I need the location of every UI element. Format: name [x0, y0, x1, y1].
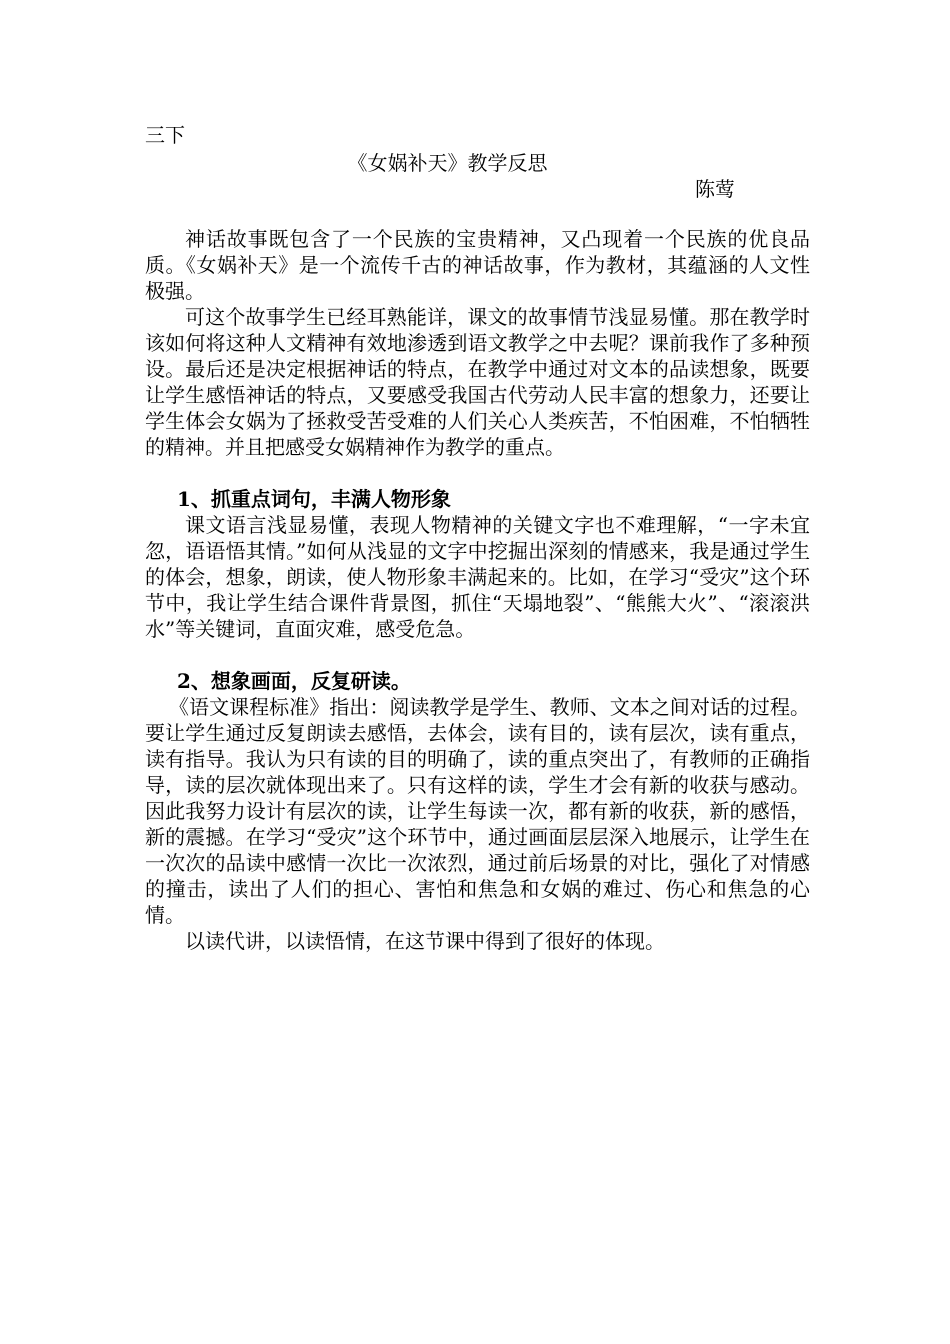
spacer	[145, 204, 810, 226]
section-1-body: 课文语言浅显易懂，表现人物精神的关键文字也不难理解，“一字未宜忽，语语悟其情。”如何从浅显的文字中挖掘出深刻的情感来，我是通过学生的体会，想象，朗读，使人物形象丰满起来的。比如，在学习“受灾”这个环节中，我让学生结合课件背景图，抓住“天塌地裂”、“熊熊大火”、“滚滚洪水”等关键词，直面灾难，感受危急。	[145, 513, 810, 641]
grade-label: 三下	[145, 123, 185, 147]
section-2-heading: 2、想象画面，反复研读。	[177, 669, 411, 693]
intro-paragraph-1: 神话故事既包含了一个民族的宝贵精神，又凸现着一个民族的优良品质。《女娲补天》是一个流传千古的神话故事，作为教材，其蕴涵的人文性极强。	[145, 227, 810, 303]
section-2-body: 《语文课程标准》指出：阅读教学是学生、教师、文本之间对话的过程。要让学生通过反复朗读去感悟，去体会，读有目的，读有层次，读有重点，读有指导。我认为只有读的目的明确了，读的重点突出了，有教师的正确指导，读的层次就体现出来了。只有这样的读，学生才会有新的收获与感动。因此我努力设计有层次的读，让学生每读一次，都有新的收获，新的感悟，新的震撼。在学习“受灾”这个环节中，通过画面层层深入地展示，让学生在一次次的品读中感情一次比一次浓烈，通过前后场景的对比，强化了对情感的撞击，读出了人们的担心、害怕和焦急和女娲的难过、伤心和焦急的心情。	[145, 695, 810, 927]
section-2-closing: 以读代讲，以读悟情，在这节课中得到了很好的体现。	[185, 929, 665, 953]
intro-paragraph-2: 可这个故事学生已经耳熟能详，课文的故事情节浅显易懂。那在教学时该如何将这种人文精神有效地渗透到语文教学之中去呢？课前我作了多种预设。最后还是决定根据神话的特点，在教学中通过对文本的品读想象，既要让学生感悟神话的特点，又要感受我国古代劳动人民丰富的想象力，还要让学生体会女娲为了拯救受苦受难的人们关心人类疾苦，不怕困难，不怕牺牲的精神。并且把感受女娲精神作为教学的重点。	[145, 305, 810, 459]
author-name: 陈莺	[695, 177, 735, 201]
spacer	[145, 460, 810, 486]
document-title: 《女娲补天》教学反思	[347, 151, 548, 175]
document-page	[145, 122, 810, 954]
spacer	[145, 642, 810, 668]
section-1-heading: 1、抓重点词句，丰满人物形象	[177, 487, 451, 511]
